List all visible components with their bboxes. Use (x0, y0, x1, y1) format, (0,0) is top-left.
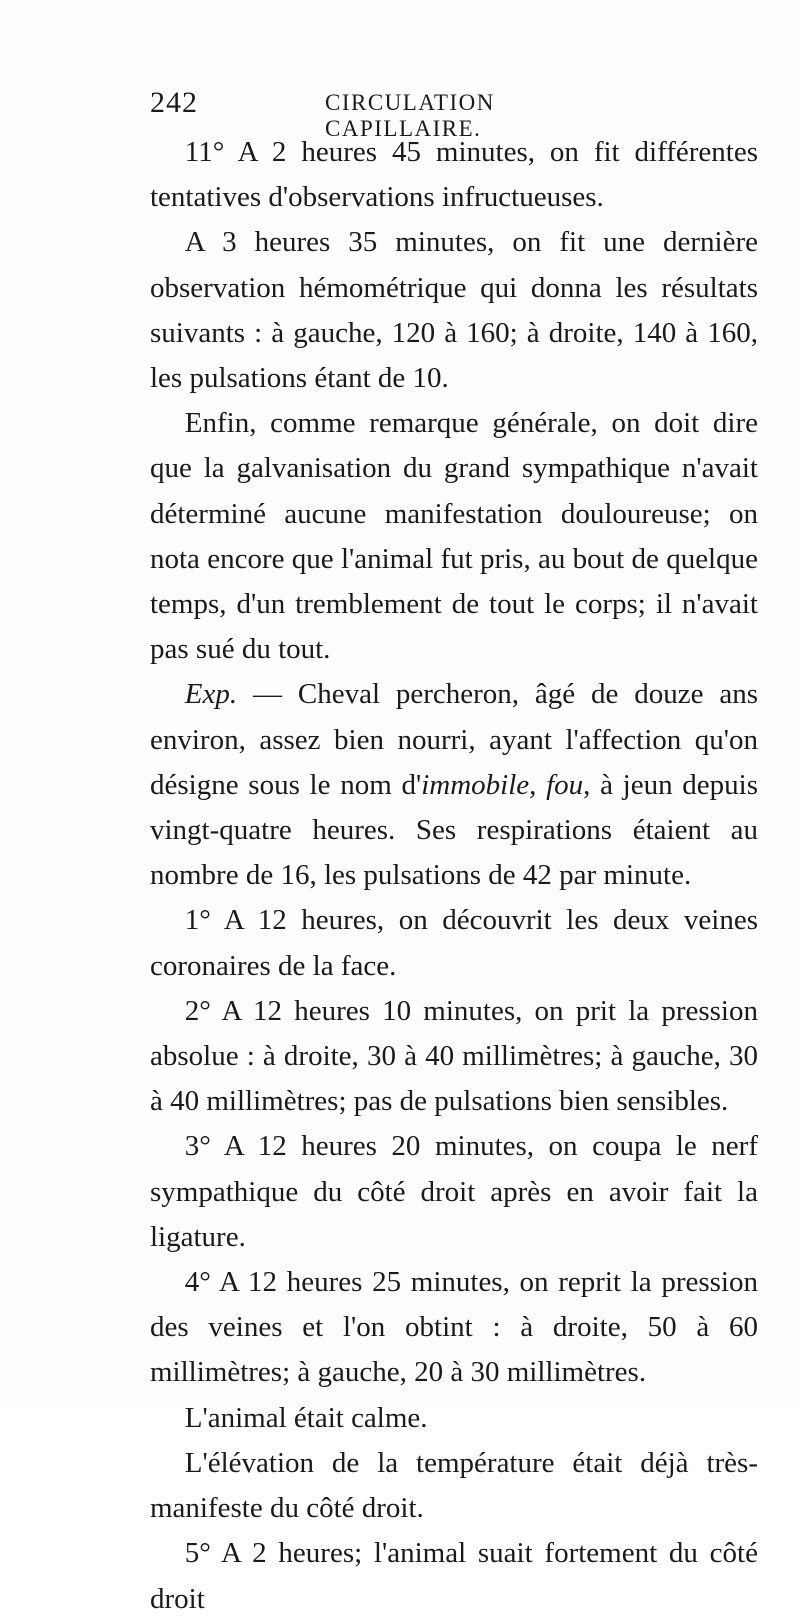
paragraph-step-4: 4° A 12 heures 25 minutes, on reprit la pression des veines et l'on obtint : à droite, 50 à 60 millimètres; à gauche, 20 à 30 millimètres. (150, 1266, 758, 1389)
paragraph-step-1: 1° A 12 heures, on découvrit les deux veines coronaires de la face. (150, 904, 758, 982)
experiment-text-b: , à jeun depuis vingt-quatre heures. Ses respirations étaient au nombre de 16, les pulsations de 42 par minute. (150, 768, 758, 892)
body-text (150, 130, 758, 1622)
experiment-term: immobile, fou (421, 768, 584, 801)
paragraph-animal-calm: L'animal était calme. (184, 1401, 428, 1434)
paragraph-step-3: 3° A 12 heures 20 minutes, on coupa le nerf sympathique du côté droit après en avoir fait la ligature. (150, 1130, 758, 1253)
paragraph-experiment (150, 672, 758, 898)
paragraph-temperature: L'élévation de la température était déjà très-manifeste du côté droit. (150, 1446, 758, 1525)
paragraph-step-2: 2° A 12 heures 10 minutes, on prit la pression absolue : à droite, 30 à 40 millimètres; à gauche, 30 à 40 millimètres; pas de pulsations bien sensibles. (150, 994, 758, 1118)
paragraph-general-remark: Enfin, comme remarque générale, on doit dire que la galvanisation du grand sympathique n'avait déterminé aucune manifestation douloureuse; on nota encore que l'animal fut pris, au bout de quelque temps, d'un tremblement de tout le corps; il n'avait pas sué du tout. (150, 407, 758, 666)
page-header (150, 86, 650, 141)
page-number: 242 (150, 86, 198, 119)
paragraph-11: 11° A 2 heures 45 minutes, on fit différentes tentatives d'observations infructueuses. (150, 136, 758, 214)
paragraph-step-5: 5° A 2 heures; l'animal suait fortement du côté droit (150, 1537, 758, 1615)
experiment-label: Exp. (184, 678, 238, 711)
experiment-text-a: — Cheval percheron, âgé de douze ans environ, assez bien nourri, ayant l'affection qu'on désigne sous le nom d' (150, 678, 758, 801)
running-title: CIRCULATION CAPILLAIRE. (325, 90, 495, 141)
paragraph-observation-3h35: A 3 heures 35 minutes, on fit une dernière observation hémométrique qui donna les résultats suivants : à gauche, 120 à 160; à droite, 140 à 160, les pulsations étant de 10. (150, 226, 758, 395)
